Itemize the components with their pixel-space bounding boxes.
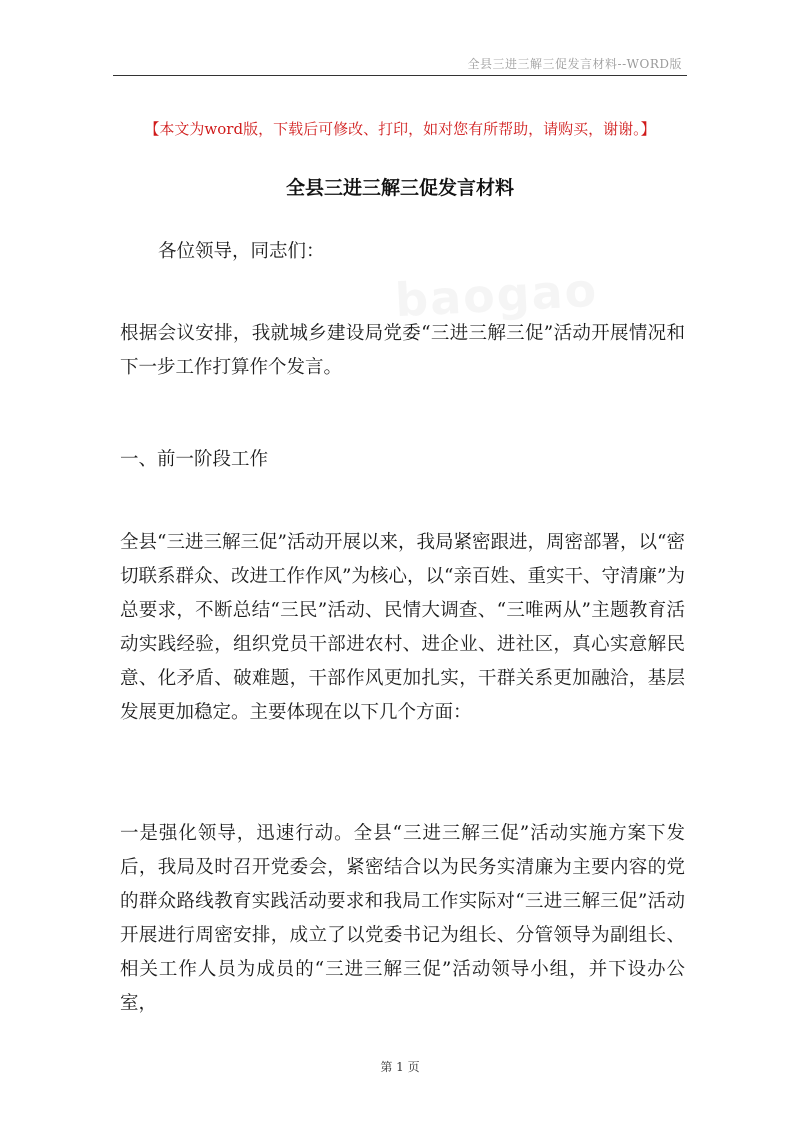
page-number: 第 1 页 (380, 1060, 420, 1074)
purchase-notice: 【本文为word版，下载后可修改、打印，如对您有所帮助，请购买，谢谢。】 (144, 120, 656, 138)
paragraph-intro: 根据会议安排，我就城乡建设局党委“三进三解三促”活动开展情况和下一步工作打算作个发言。 (120, 323, 685, 378)
running-header: 全县三进三解三促发言材料--WORD版 (467, 57, 682, 71)
watermark: baogao (393, 262, 600, 328)
paragraph-body: 一是强化领导，迅速行动。全县“三进三解三促”活动实施方案下发后，我局及时召开党委会，紧密结合以为民务实清廉为主要内容的党的群众路线教育实践活动要求和我局工作实际对“三进三解三促”活动开展进行周密安排，成立了以党委书记为组长、分管领导为副组长、相关工作人员为成员的“三进三解三促”活动领导小组，并下设办公室， (120, 823, 685, 1014)
greeting: 各位领导，同志们： (158, 241, 325, 262)
section-heading: 一、前一阶段工作 (120, 449, 269, 470)
header-divider (113, 75, 687, 76)
document-title: 全县三进三解三促发言材料 (285, 177, 514, 199)
paragraph-body: 全县“三进三解三促”活动开展以来，我局紧密跟进，周密部署，以“密切联系群众、改进工作作风”为核心，以“亲百姓、重实干、守清廉”为总要求，不断总结“三民”活动、民情大调查、“三唯两从”主题教育活动实践经验，组织党员干部进农村、进企业、进社区，真心实意解民意、化矛盾、破难题，干部作风更加扎实，干群关系更加融洽，基层发展更加稳定。主要体现在以下几个方面： (120, 532, 685, 723)
